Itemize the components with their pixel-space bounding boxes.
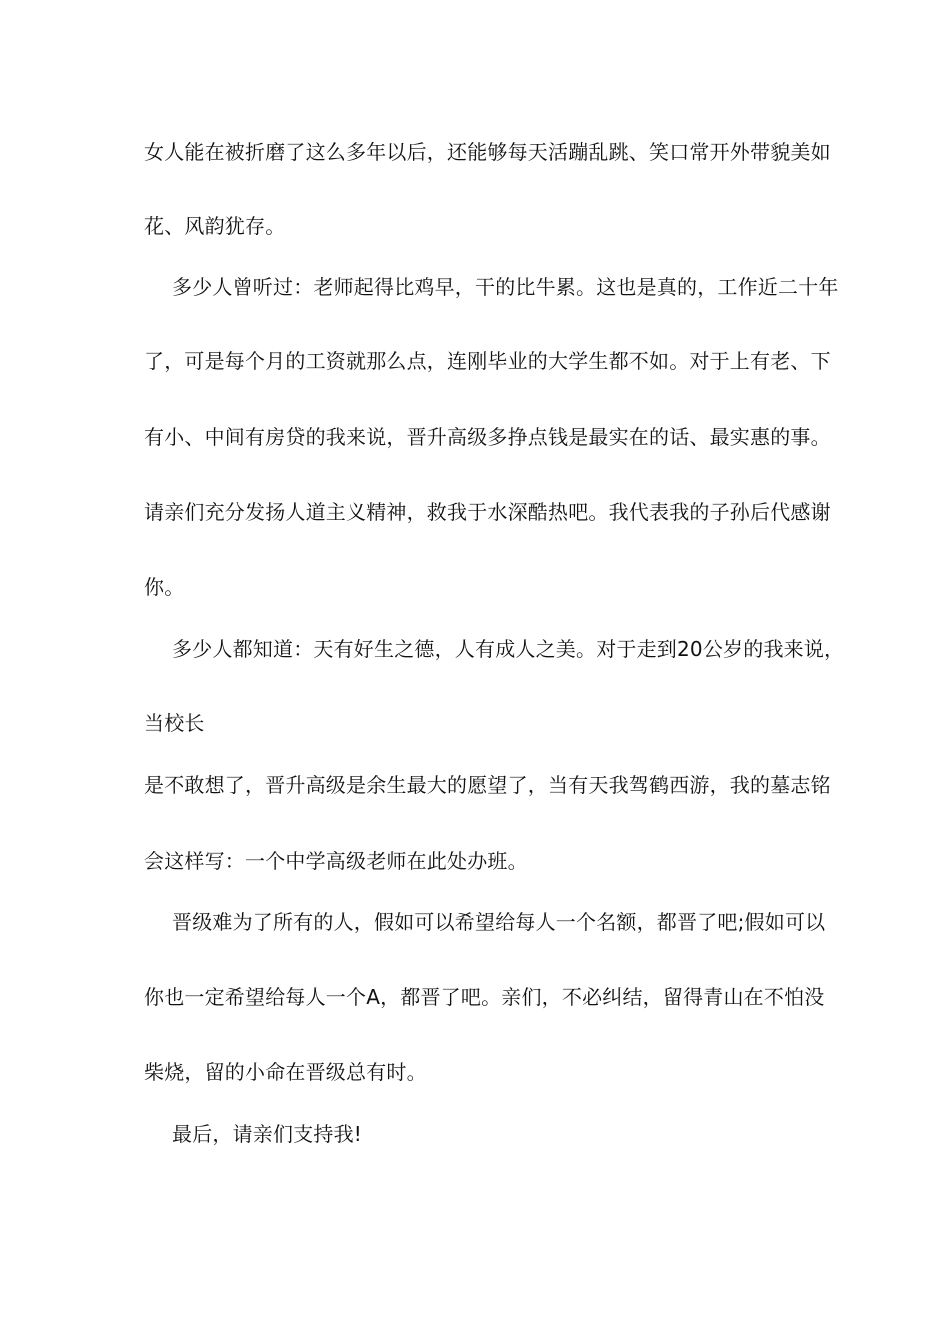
text-line-10: 是不敢想了，晋升高级是余生最大的愿望了，当有天我驾鹤西游，我的墓志铭 bbox=[144, 773, 831, 797]
text-line-3: 多少人曾听过：老师起得比鸡早，干的比牛累。这也是真的，工作近二十年 bbox=[172, 275, 839, 299]
text-line-7: 你。 bbox=[144, 575, 185, 599]
text-line-15: 最后，请亲们支持我! bbox=[172, 1122, 363, 1146]
text-line-13: 你也一定希望给每人一个A，都晋了吧。亲们，不必纠结，留得青山在不怕没 bbox=[144, 985, 825, 1009]
text-line-14: 柴烧，留的小命在晋级总有时。 bbox=[144, 1060, 427, 1084]
text-line-9: 当校长 bbox=[144, 711, 205, 735]
text-line-2: 花、风韵犹存。 bbox=[144, 214, 286, 238]
text-line-1: 女人能在被折磨了这么多年以后，还能够每天活蹦乱跳、笑口常开外带貌美如 bbox=[144, 140, 831, 164]
text-line-8: 多少人都知道：天有好生之德，人有成人之美。对于走到20公岁的我来说， bbox=[172, 637, 845, 661]
text-line-12: 晋级难为了所有的人，假如可以希望给每人一个名额，都晋了吧;假如可以 bbox=[172, 910, 826, 934]
text-line-4: 了，可是每个月的工资就那么点，连刚毕业的大学生都不如。对于上有老、下 bbox=[144, 349, 831, 373]
text-line-11: 会这样写：一个中学高级老师在此处办班。 bbox=[144, 849, 528, 873]
text-line-5: 有小、中间有房贷的我来说，晋升高级多挣点钱是最实在的话、最实惠的事。 bbox=[144, 425, 831, 449]
text-line-6: 请亲们充分发扬人道主义精神，救我于水深酷热吧。我代表我的子孙后代感谢 bbox=[144, 500, 831, 524]
